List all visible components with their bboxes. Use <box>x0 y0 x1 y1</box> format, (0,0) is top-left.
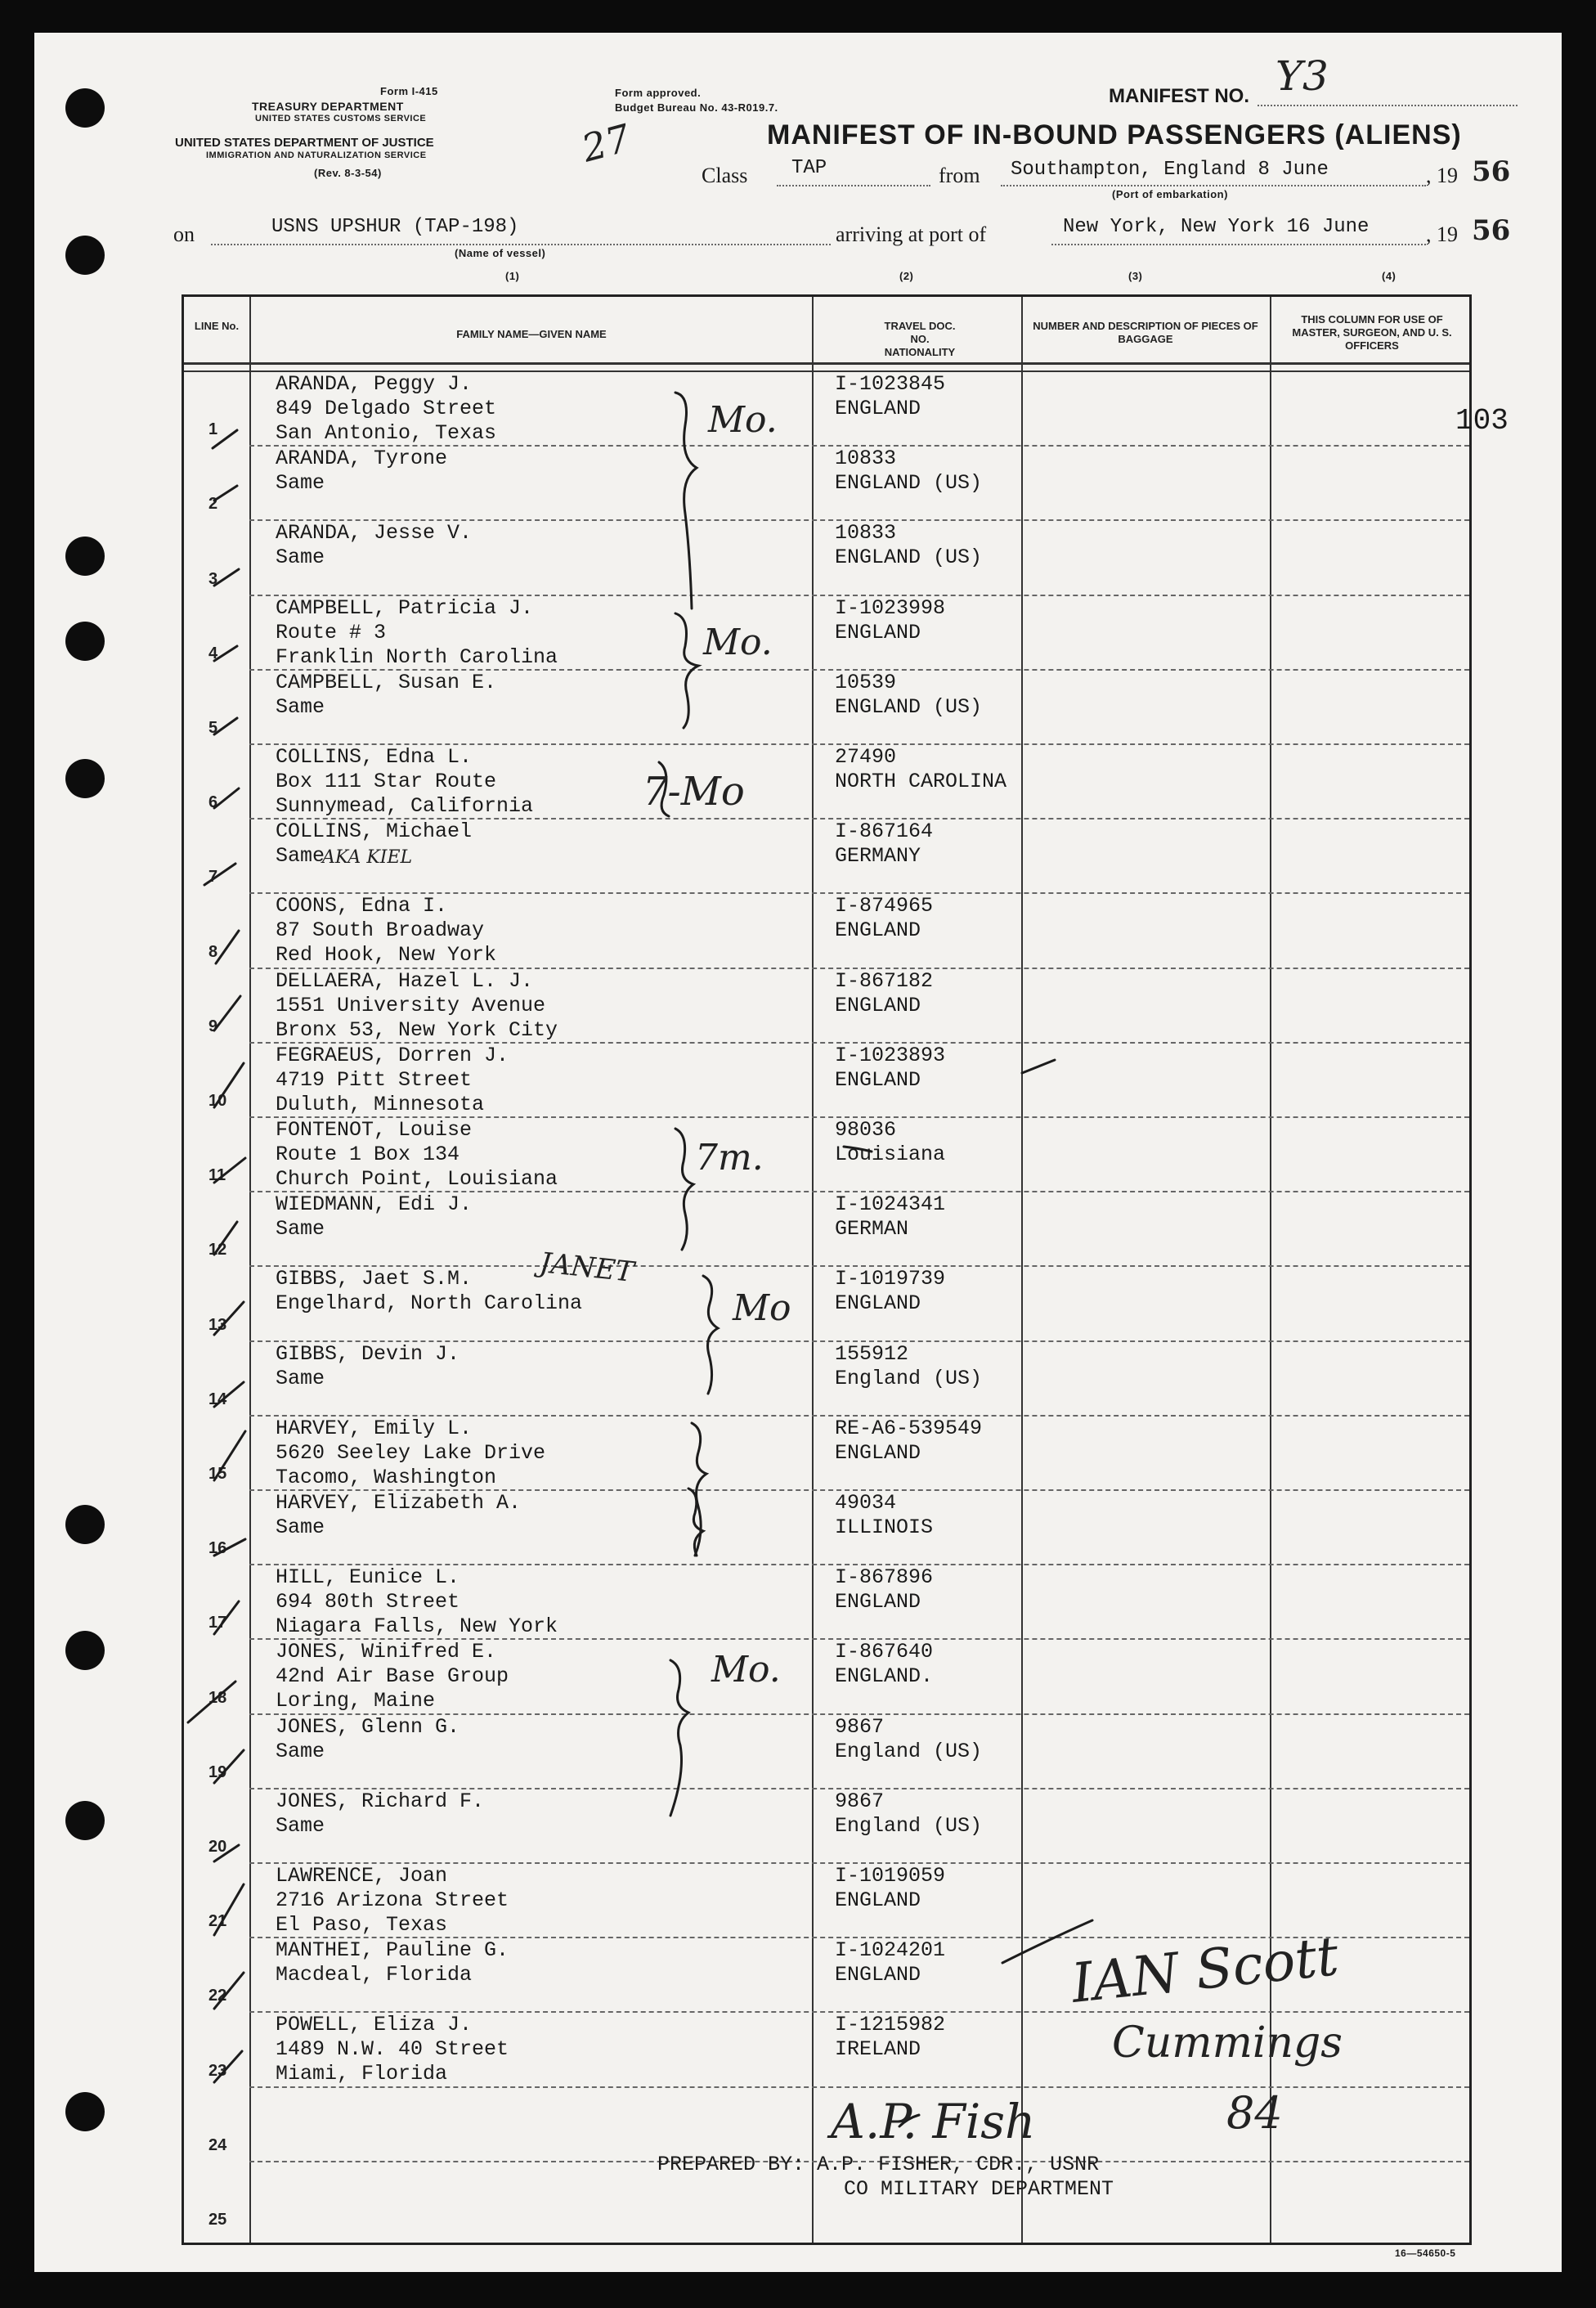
arriving-label: arriving at port of <box>836 222 987 246</box>
line-number: 16 <box>208 1539 227 1558</box>
travel-doc-nationality: I-867164 GERMANY <box>835 819 934 869</box>
note-mo-6: Mo. <box>711 1649 781 1691</box>
budget-bureau: Budget Bureau No. 43-R019.7. <box>615 101 778 114</box>
preparer-signature: A.P. Fish <box>831 2094 1036 2149</box>
line-number: 7 <box>208 868 218 887</box>
note-mo-1: Mo. <box>708 399 778 441</box>
line-number: 21 <box>208 1912 227 1931</box>
passenger-name-address: LAWRENCE, Joan 2716 Arizona Street El Paso, Texas <box>276 1864 509 1937</box>
line-number: 9 <box>208 1017 218 1035</box>
travel-doc-nationality: I-1024201 ENGLAND <box>835 1938 946 1987</box>
note-mo-5: Mo <box>733 1287 791 1329</box>
note-janet: JANET <box>538 1246 636 1289</box>
form-approved: Form approved. <box>615 87 702 99</box>
naturalization-service: IMMIGRATION AND NATURALIZATION SERVICE <box>206 150 427 160</box>
travel-doc-nationality: I-1019059 ENGLAND <box>835 1864 946 1912</box>
line-number: 19 <box>208 1762 227 1781</box>
note-aka: AKA KIEL <box>322 847 413 868</box>
passenger-name-address: COONS, Edna I. 87 South Broadway Red Hook, New York <box>276 894 497 968</box>
year-1: 56 <box>1472 155 1511 188</box>
passenger-name-address: CAMPBELL, Patricia J. Route # 3 Franklin North Carolina <box>276 595 558 669</box>
travel-doc-nationality: 9867 England (US) <box>835 1714 983 1763</box>
travel-doc-nationality: I-1023845 ENGLAND <box>835 372 946 420</box>
passenger-name-address: HILL, Eunice L. 694 80th Street Niagara Falls, New York <box>276 1565 558 1639</box>
on-label: on <box>173 222 195 246</box>
travel-doc-nationality: I-1024341 GERMAN <box>835 1192 946 1242</box>
col-number-4: (4) <box>1382 270 1396 282</box>
passenger-name-address: POWELL, Eliza J. 1489 N.W. 40 Street Miami, Florida <box>276 2013 509 2086</box>
line-number: 10 <box>208 1091 227 1110</box>
passenger-name-address: GIBBS, Devin J. Same <box>276 1341 460 1390</box>
form-number: Form I-415 <box>380 85 438 97</box>
line-number: 18 <box>208 1688 227 1707</box>
passenger-name-address: FEGRAEUS, Dorren J. 4719 Pitt Street Duluth, Minnesota <box>276 1043 509 1116</box>
line-number: 6 <box>208 793 218 812</box>
note-mo-2: Mo. <box>703 622 773 663</box>
travel-doc-nationality: I-867640 ENGLAND. <box>835 1640 934 1689</box>
note-7m: 7m. <box>695 1137 764 1179</box>
passenger-name-address: ARANDA, Jesse V. Same <box>276 521 473 570</box>
treasury-department: TREASURY DEPARTMENT <box>252 100 404 113</box>
passenger-name-address: JONES, Richard F. Same <box>276 1789 485 1838</box>
col-number-1: (1) <box>505 270 520 282</box>
passenger-name-address: ARANDA, Peggy J. 849 Delgado Street San Antonio, Texas <box>276 372 497 445</box>
embarkation-port: Southampton, England 8 June <box>1011 159 1329 181</box>
class-label: Class <box>702 164 748 187</box>
travel-doc-nationality: 10539 ENGLAND (US) <box>835 670 983 719</box>
officer-signature-1: IAN Scott <box>1068 1924 1342 2015</box>
passenger-count: 103 <box>1455 404 1509 438</box>
year-prefix-2: , 19 <box>1426 222 1458 246</box>
line-number: 15 <box>208 1464 227 1483</box>
port-caption: (Port of embarkation) <box>1112 188 1228 200</box>
officer-signature-3: 84 <box>1226 2087 1283 2139</box>
line-number: 22 <box>208 1987 227 2005</box>
line-number: 17 <box>208 1614 227 1632</box>
line-number: 2 <box>208 495 218 514</box>
travel-doc-nationality: I-1023893 ENGLAND <box>835 1043 946 1092</box>
travel-doc-nationality: 155912 England (US) <box>835 1341 983 1390</box>
line-number: 1 <box>208 420 218 439</box>
form-code: 16—54650-5 <box>1395 2247 1456 2259</box>
manifest-number: Y3 <box>1275 52 1329 100</box>
passenger-name-address: HARVEY, Elizabeth A. Same <box>276 1491 522 1539</box>
travel-doc-nationality: I-874965 ENGLAND <box>835 894 934 943</box>
officer-signature-2: Cummings <box>1112 2018 1343 2068</box>
travel-doc-nationality: 98036 Louisiana <box>835 1118 946 1166</box>
line-number: 12 <box>208 1241 227 1260</box>
year-prefix-1: , 19 <box>1426 164 1458 187</box>
travel-doc-nationality: 27490 NORTH CAROLINA <box>835 745 1007 793</box>
travel-doc-nationality: I-1023998 ENGLAND <box>835 595 946 644</box>
line-number: 25 <box>208 2210 227 2229</box>
col-number-3: (3) <box>1128 270 1143 282</box>
passenger-name-address: JONES, Glenn G. Same <box>276 1714 460 1763</box>
col-header-name: FAMILY NAME—GIVEN NAME <box>456 328 607 340</box>
passenger-name-address: DELLAERA, Hazel L. J. 1551 University Avenue Bronx 53, New York City <box>276 968 558 1042</box>
line-number: 4 <box>208 644 218 662</box>
year-2: 56 <box>1472 214 1511 247</box>
passenger-name-address: ARANDA, Tyrone Same <box>276 447 448 496</box>
passenger-name-address: COLLINS, Michael Same <box>276 819 473 869</box>
travel-doc-nationality: 9867 England (US) <box>835 1789 983 1838</box>
vessel-name: USNS UPSHUR (TAP-198) <box>271 216 519 238</box>
travel-doc-nationality: 10833 ENGLAND (US) <box>835 521 983 570</box>
line-number: 14 <box>208 1390 227 1408</box>
travel-doc-nationality: I-1019739 ENGLAND <box>835 1267 946 1316</box>
vessel-caption: (Name of vessel) <box>455 247 546 259</box>
travel-doc-nationality: RE-A6-539549 ENGLAND <box>835 1416 983 1465</box>
passenger-name-address: WIEDMANN, Edi J. Same <box>276 1192 473 1242</box>
passenger-name-address: MANTHEI, Pauline G. Macdeal, Florida <box>276 1938 509 1987</box>
from-label: from <box>939 164 980 187</box>
line-number: 8 <box>208 942 218 961</box>
line-number: 5 <box>208 718 218 737</box>
col-number-2: (2) <box>899 270 914 282</box>
arrival-port: New York, New York 16 June <box>1063 216 1370 238</box>
travel-doc-nationality: I-867896 ENGLAND <box>835 1565 934 1614</box>
line-number: 23 <box>208 2061 227 2080</box>
passenger-name-address: GIBBS, Jaet S.M. Engelhard, North Carolina <box>276 1267 583 1316</box>
passenger-name-address: JONES, Winifred E. 42nd Air Base Group Loring, Maine <box>276 1640 509 1713</box>
passenger-name-address: FONTENOT, Louise Route 1 Box 134 Church Point, Louisiana <box>276 1118 558 1191</box>
customs-service: UNITED STATES CUSTOMS SERVICE <box>255 114 427 123</box>
col-header-travel-doc: TRAVEL DOC. NO. NATIONALITY <box>884 320 956 358</box>
travel-doc-nationality: I-867182 ENGLAND <box>835 968 934 1017</box>
line-number: 3 <box>208 569 218 588</box>
manifest-no-label: MANIFEST NO. <box>1109 85 1249 107</box>
department-of-justice: UNITED STATES DEPARTMENT OF JUSTICE <box>175 136 434 150</box>
passenger-name-address: COLLINS, Edna L. Box 111 Star Route Sunnymead, California <box>276 745 534 818</box>
line-number: 20 <box>208 1837 227 1856</box>
line-number: 13 <box>208 1315 227 1334</box>
passenger-name-address: HARVEY, Emily L. 5620 Seeley Lake Drive Tacomo, Washington <box>276 1416 546 1489</box>
handwritten-number: 27 <box>577 115 635 171</box>
line-number: 24 <box>208 2135 227 2154</box>
manifest-title: MANIFEST OF IN-BOUND PASSENGERS (ALIENS) <box>767 119 1462 150</box>
revision: (Rev. 8-3-54) <box>314 167 382 179</box>
col-header-officers: THIS COLUMN FOR USE OF MASTER, SURGEON, AND U. S. OFFICERS <box>1292 313 1452 352</box>
prepared-by: PREPARED BY: A.P. FISHER, CDR., USNR <box>657 2153 1100 2176</box>
travel-doc-nationality: I-1215982 IRELAND <box>835 2013 946 2062</box>
col-header-baggage: NUMBER AND DESCRIPTION OF PIECES OF BAGGAGE <box>1033 320 1258 345</box>
travel-doc-nationality: 10833 ENGLAND (US) <box>835 447 983 496</box>
passenger-name-address: CAMPBELL, Susan E. Same <box>276 670 497 719</box>
note-mo-3: 7-Mo <box>643 769 745 815</box>
travel-doc-nationality: 49034 ILLINOIS <box>835 1491 934 1539</box>
prepared-by-department: CO MILITARY DEPARTMENT <box>844 2177 1114 2201</box>
col-header-line: LINE No. <box>194 320 240 332</box>
line-number: 11 <box>208 1166 226 1185</box>
class-value: TAP <box>791 157 827 179</box>
